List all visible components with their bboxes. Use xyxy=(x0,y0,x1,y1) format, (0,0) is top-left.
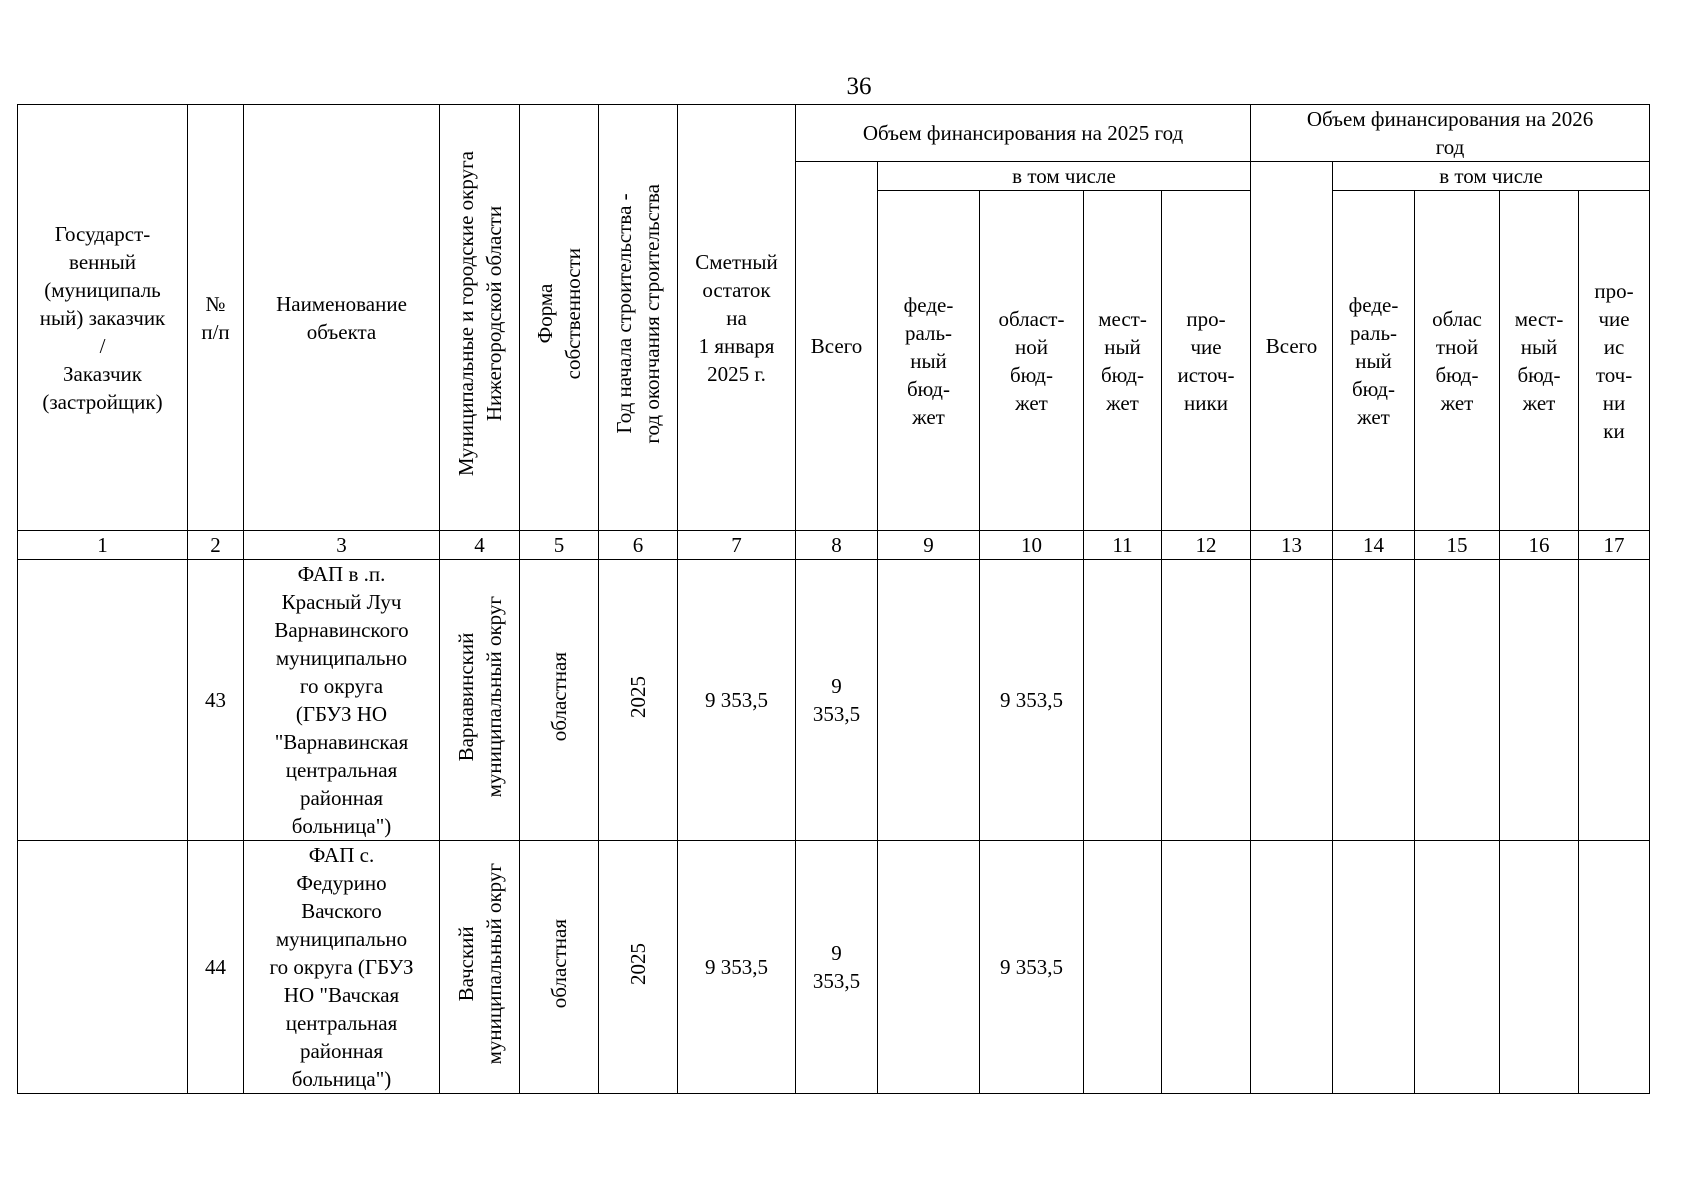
column-number: 4 xyxy=(440,531,520,560)
row-ownership: областная xyxy=(520,560,599,841)
row-local-2026 xyxy=(1500,560,1579,841)
column-number: 7 xyxy=(678,531,796,560)
row-other-2026 xyxy=(1579,841,1650,1094)
header-including-2026: в том числе xyxy=(1333,162,1650,191)
row-total-2025: 9 353,5 xyxy=(796,560,878,841)
row-customer xyxy=(18,560,188,841)
row-local-2025 xyxy=(1084,841,1162,1094)
header-total-2025: Всего xyxy=(796,162,878,531)
row-years: 2025 xyxy=(599,560,678,841)
row-regional-2025: 9 353,5 xyxy=(980,841,1084,1094)
row-customer xyxy=(18,841,188,1094)
row-object-name: ФАП с. Федурино Вачского муниципально го округа (ГБУЗ НО "Вачская центральная районная больница") xyxy=(244,841,440,1094)
column-number: 10 xyxy=(980,531,1084,560)
header-local-2025: мест- ный бюд- жет xyxy=(1084,191,1162,531)
table-row xyxy=(18,560,1650,841)
header-estimate: Сметный остаток на 1 января 2025 г. xyxy=(678,105,796,531)
row-other-2025 xyxy=(1162,841,1251,1094)
row-total-2026 xyxy=(1251,560,1333,841)
header-municipality: Муниципальные и городские округа Нижегородской области xyxy=(440,105,520,531)
row-estimate: 9 353,5 xyxy=(678,841,796,1094)
header-group-2025: Объем финансирования на 2025 год xyxy=(796,105,1251,162)
column-number: 6 xyxy=(599,531,678,560)
financing-table xyxy=(17,104,1650,1094)
row-estimate: 9 353,5 xyxy=(678,560,796,841)
row-other-2026 xyxy=(1579,560,1650,841)
column-number: 1 xyxy=(18,531,188,560)
header-regional-2026: облас тной бюд- жет xyxy=(1415,191,1500,531)
row-local-2025 xyxy=(1084,560,1162,841)
column-number: 2 xyxy=(188,531,244,560)
row-ownership: областная xyxy=(520,841,599,1094)
column-numbers-row xyxy=(18,531,1650,560)
page-number: 36 xyxy=(846,73,872,100)
column-number: 13 xyxy=(1251,531,1333,560)
header-ownership: Форма собственности xyxy=(520,105,599,531)
row-total-2025: 9 353,5 xyxy=(796,841,878,1094)
column-number: 15 xyxy=(1415,531,1500,560)
row-regional-2026 xyxy=(1415,560,1500,841)
column-number: 8 xyxy=(796,531,878,560)
row-municipality: Вачский муниципальный округ xyxy=(440,841,520,1094)
header-other-2025: про- чие источ- ники xyxy=(1162,191,1251,531)
row-years: 2025 xyxy=(599,841,678,1094)
header-number: № п/п xyxy=(188,105,244,531)
row-federal-2026 xyxy=(1333,841,1415,1094)
header-regional-2025: област- ной бюд- жет xyxy=(980,191,1084,531)
column-number: 3 xyxy=(244,531,440,560)
row-federal-2025 xyxy=(878,560,980,841)
row-federal-2025 xyxy=(878,841,980,1094)
header-object-name: Наименование объекта xyxy=(244,105,440,531)
header-federal-2026: феде- раль- ный бюд- жет xyxy=(1333,191,1415,531)
header-including-2025: в том числе xyxy=(878,162,1251,191)
header-federal-2025: феде- раль- ный бюд- жет xyxy=(878,191,980,531)
header-customer: Государст- венный (муниципаль ный) заказчик / Заказчик (застройщик) xyxy=(18,105,188,531)
row-local-2026 xyxy=(1500,841,1579,1094)
column-number: 14 xyxy=(1333,531,1415,560)
header-group-2026: Объем финансирования на 2026 год xyxy=(1251,105,1650,162)
row-object-name: ФАП в .п. Красный Луч Варнавинского муниципально го округа (ГБУЗ НО "Варнавинская центральная районная больница") xyxy=(244,560,440,841)
row-municipality: Варнавинский муниципальный округ xyxy=(440,560,520,841)
row-total-2026 xyxy=(1251,841,1333,1094)
row-number: 43 xyxy=(188,560,244,841)
column-number: 16 xyxy=(1500,531,1579,560)
row-number: 44 xyxy=(188,841,244,1094)
column-number: 17 xyxy=(1579,531,1650,560)
row-other-2025 xyxy=(1162,560,1251,841)
column-number: 9 xyxy=(878,531,980,560)
row-federal-2026 xyxy=(1333,560,1415,841)
header-years: Год начала строительства - год окончания строительства xyxy=(599,105,678,531)
row-regional-2026 xyxy=(1415,841,1500,1094)
column-number: 11 xyxy=(1084,531,1162,560)
column-number: 12 xyxy=(1162,531,1251,560)
header-other-2026: про- чие ис точ- ни ки xyxy=(1579,191,1650,531)
header-local-2026: мест- ный бюд- жет xyxy=(1500,191,1579,531)
row-regional-2025: 9 353,5 xyxy=(980,560,1084,841)
header-total-2026: Всего xyxy=(1251,162,1333,531)
table-row xyxy=(18,841,1650,1094)
column-number: 5 xyxy=(520,531,599,560)
